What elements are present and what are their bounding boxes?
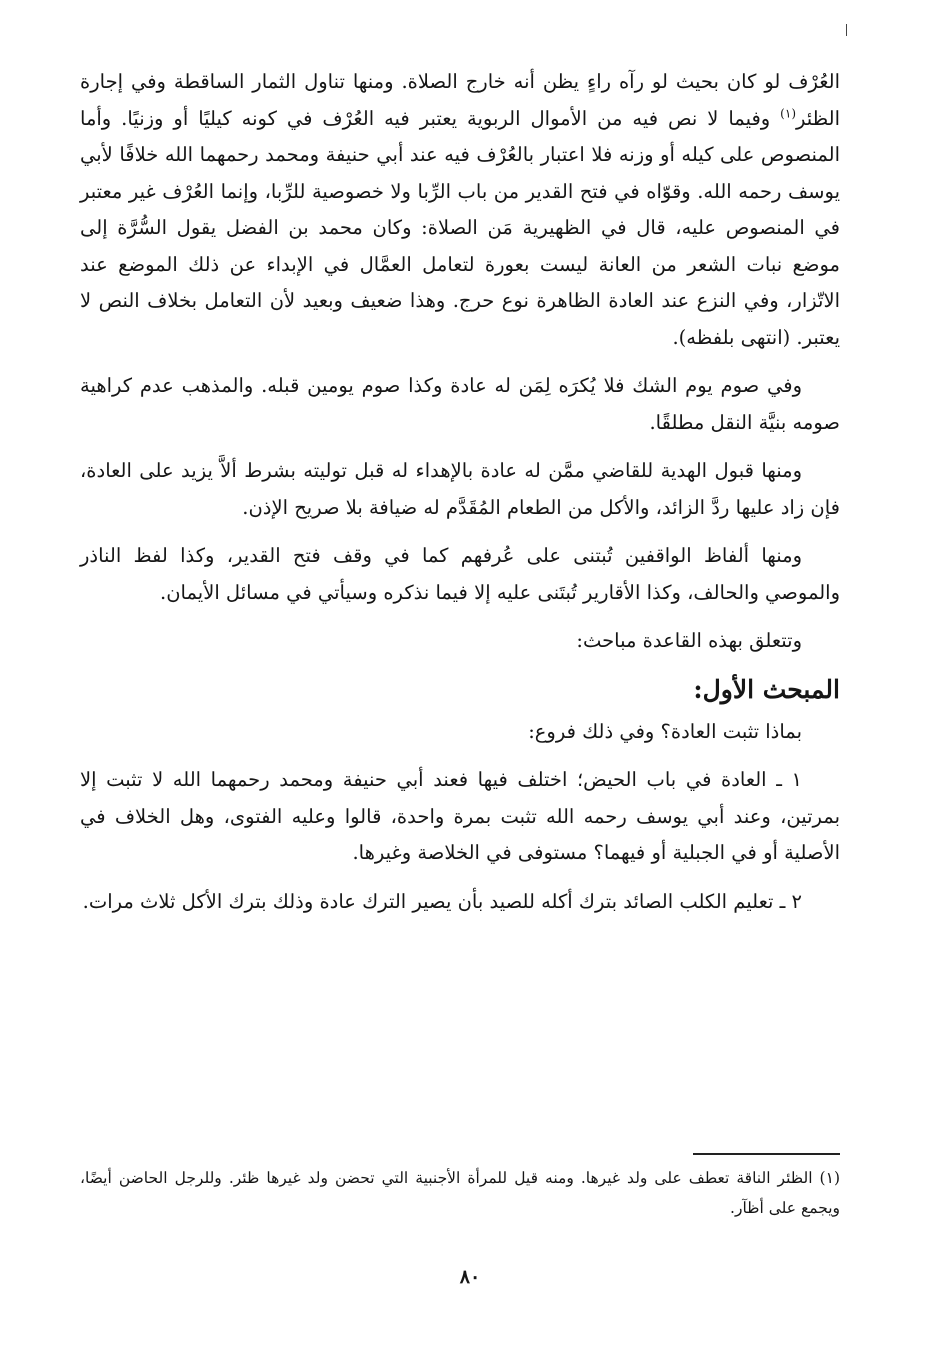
footnote-separator (693, 1153, 840, 1155)
section-intro: بماذا تثبت العادة؟ وفي ذلك فروع: (528, 719, 802, 743)
paragraph-1 (80, 64, 840, 356)
footnote-marker: (١) (780, 106, 796, 120)
paragraph-1-part-1: العُرْف لو كان بحيث لو رآه راءٍ يظن أنه خارج الصلاة. ومنها تناول الثمار الساقطة وفي إجارة الظئر (80, 70, 840, 130)
paragraph-2: وفي صوم يوم الشك فلا يُكرَه لِمَن له عادة وكذا صوم يومين قبله. والمذهب عدم كراهية صومه بنيَّة النقل مطلقًا. (80, 374, 840, 434)
branch-1: ١ ـ العادة في باب الحيض؛ اختلف فيها فعند أبي حنيفة ومحمد رحمهما الله لا تثبت إلا بمرتين، وعند أبي يوسف رحمه الله تثبت بمرة واحدة، قالوا وعليه الفتوى، وهل الخلاف في الأصلية أو في الجبلية أو فيهما؟ مستوفى في الخلاصة وغيرها. (80, 768, 840, 864)
scan-mark (846, 24, 847, 36)
paragraph-4: ومنها ألفاظ الواقفين تُبتنى على عُرفهم كما في وقف فتح القدير، وكذا لفظ الناذر والموصي والحالف، وكذا الأقارير تُبتَنى عليه إلا فيما نذكره وسيأتي في مسائل الأيمان. (80, 544, 840, 604)
page-number: ٨٠ (459, 1266, 481, 1288)
branch-2: ٢ ـ تعليم الكلب الصائد بترك أكله للصيد بأن يصير الترك عادة وذلك بترك الأكل ثلاث مرات. (82, 889, 802, 913)
footnote: (١) الظئر الناقة تعطف على ولد غيرها. ومنه قيل للمرأة الأجنبية التي تحضن ولد غيرها ظئر. وللرجل الحاضن أيضًا، ويجمع على أظآر. (80, 1169, 840, 1217)
main-text (80, 64, 840, 920)
paragraph-1-part-2: وفيما لا نص فيه من الأموال الربوية يعتبر فيه العُرْف في كونه كيليًا أو وزنيًا. وأما المنصوص على كيله أو وزنه فلا اعتبار بالعُرْف فيه عند أبي حنيفة ومحمد رحمهما الله خلافًا لأبي يوسف رحمه الله. وقوّاه في فتح القدير من باب الرِّبا ولا خصوصية للرِّبا، وإنما العُرْف غير معتبر في المنصوص عليه، قال في الظهيرية مَن الصلاة: وكان محمد بن الفضل يقول السُّرَّة إلى موضع نبات الشعر من العانة ليست بعورة لتعامل العمَّال في الإبداء عن ذلك الموضع عند الاتّزار، وفي النزع عند العادة الظاهرة نوع حرج. وهذا ضعيف وبعيد لأن التعامل بخلاف النص لا يعتبر. (انتهى بلفظه). (80, 106, 840, 349)
paragraph-5: وتتعلق بهذه القاعدة مباحث: (576, 629, 802, 652)
section-heading: المبحث الأول: (693, 674, 840, 704)
paragraph-3: ومنها قبول الهدية للقاضي ممَّن له عادة بالإهداء له قبل توليته بشرط ألاَّ يزيد على العادة، فإن زاد عليها ردَّ الزائد، والأكل من الطعام المُقَدَّم له ضيافة بلا صريح الإذن. (80, 459, 840, 519)
